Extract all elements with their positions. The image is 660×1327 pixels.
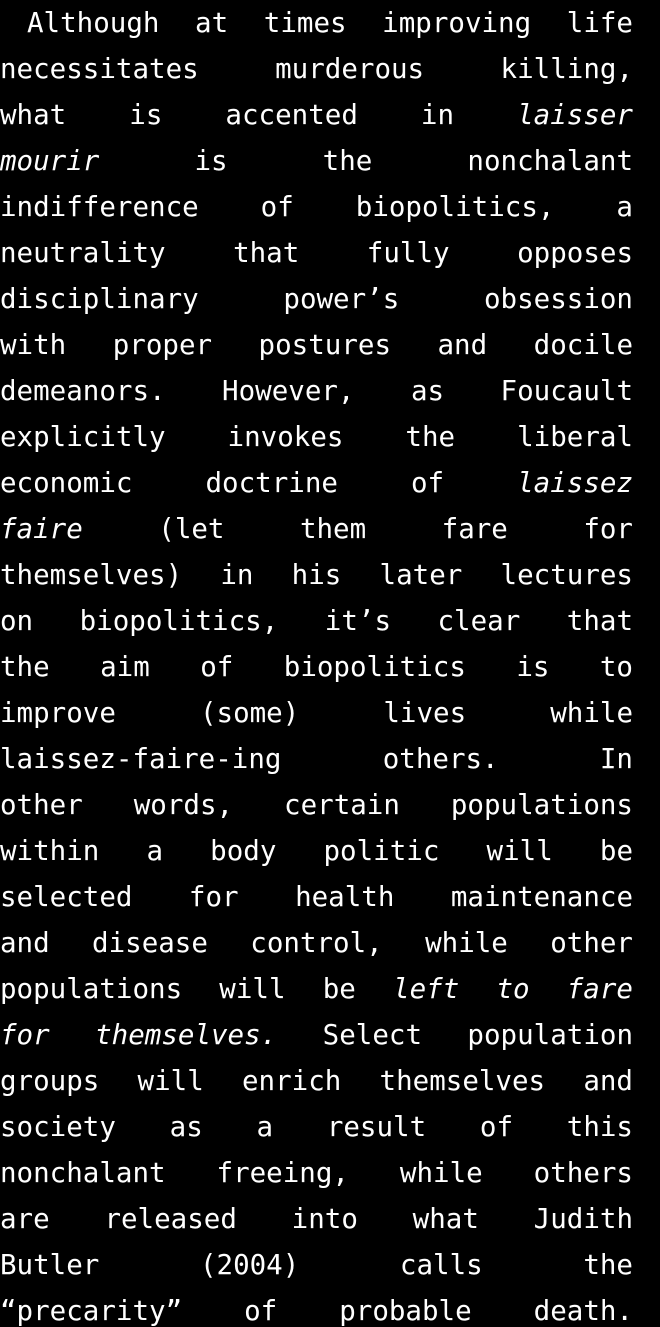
text-line: [0, 1104, 633, 1150]
text-run: nonchalant freeing, while others: [0, 1157, 633, 1189]
text-run: what is accented in: [0, 99, 518, 131]
text-run: economic doctrine of: [0, 467, 518, 499]
text-line: [0, 1196, 633, 1242]
text-run: demeanors. However, as Foucault: [0, 375, 633, 407]
italic-text-run: for themselves.: [0, 1019, 278, 1051]
text-line: [0, 966, 633, 1012]
text-run: improve (some) lives while: [0, 697, 633, 729]
text-line: [0, 414, 633, 460]
text-run: groups will enrich themselves and: [0, 1065, 633, 1097]
text-run: on biopolitics, it’s clear that: [0, 605, 633, 637]
text-line: [0, 276, 633, 322]
text-line: [0, 0, 633, 46]
text-run: society as a result of this: [0, 1111, 633, 1143]
text-run: Select population: [277, 1019, 633, 1051]
text-run: is the nonchalant: [99, 145, 633, 177]
text-run: indifference of biopolitics, a: [0, 191, 633, 223]
text-run: themselves) in his later lectures: [0, 559, 633, 591]
text-line: [0, 138, 633, 184]
text-line: [0, 92, 633, 138]
text-line: [0, 1242, 633, 1288]
text-line: [0, 690, 633, 736]
text-run: explicitly invokes the liberal: [0, 421, 633, 453]
text-run: neutrality that fully opposes: [0, 237, 633, 269]
text-line: [0, 1150, 633, 1196]
text-line: [0, 368, 633, 414]
text-run: (let them fare for: [82, 513, 633, 545]
text-run: disciplinary power’s obsession: [0, 283, 633, 315]
text-line: [0, 920, 633, 966]
text-run: populations will be: [0, 973, 394, 1005]
text-run: within a body politic will be: [0, 835, 633, 867]
text-run: Butler (2004) calls the: [0, 1249, 633, 1281]
text-run: necessitates murderous killing,: [0, 53, 633, 85]
text-run: are released into what Judith: [0, 1203, 633, 1235]
text-line: [0, 644, 633, 690]
text-line: [0, 1012, 633, 1058]
text-line: [0, 46, 633, 92]
text-line: [0, 506, 633, 552]
italic-text-run: mourir: [0, 145, 100, 177]
italic-text-run: laissez: [517, 467, 633, 499]
text-run: “precarity” of probable death.: [0, 1295, 633, 1327]
text-run: selected for health maintenance: [0, 881, 633, 913]
text-line: [0, 1288, 633, 1327]
text-line: [0, 736, 633, 782]
text-line: [0, 598, 633, 644]
text-line: [0, 1058, 633, 1104]
italic-text-run: laisser: [517, 99, 633, 131]
text-run: the aim of biopolitics is to: [0, 651, 633, 683]
text-line: [0, 230, 633, 276]
text-line: [0, 828, 633, 874]
text-line: [0, 460, 633, 506]
text-line: [0, 552, 633, 598]
text-line: [0, 782, 633, 828]
text-run: with proper postures and docile: [0, 329, 633, 361]
text-run: laissez-faire-ing others. In: [0, 743, 633, 775]
italic-text-run: faire: [0, 513, 83, 545]
text-run: Although at times improving life: [27, 7, 633, 39]
italic-text-run: left to fare: [393, 973, 633, 1005]
text-run: other words, certain populations: [0, 789, 633, 821]
text-line: [0, 322, 633, 368]
text-run: and disease control, while other: [0, 927, 633, 959]
text-line: [0, 874, 633, 920]
text-line: [0, 184, 633, 230]
